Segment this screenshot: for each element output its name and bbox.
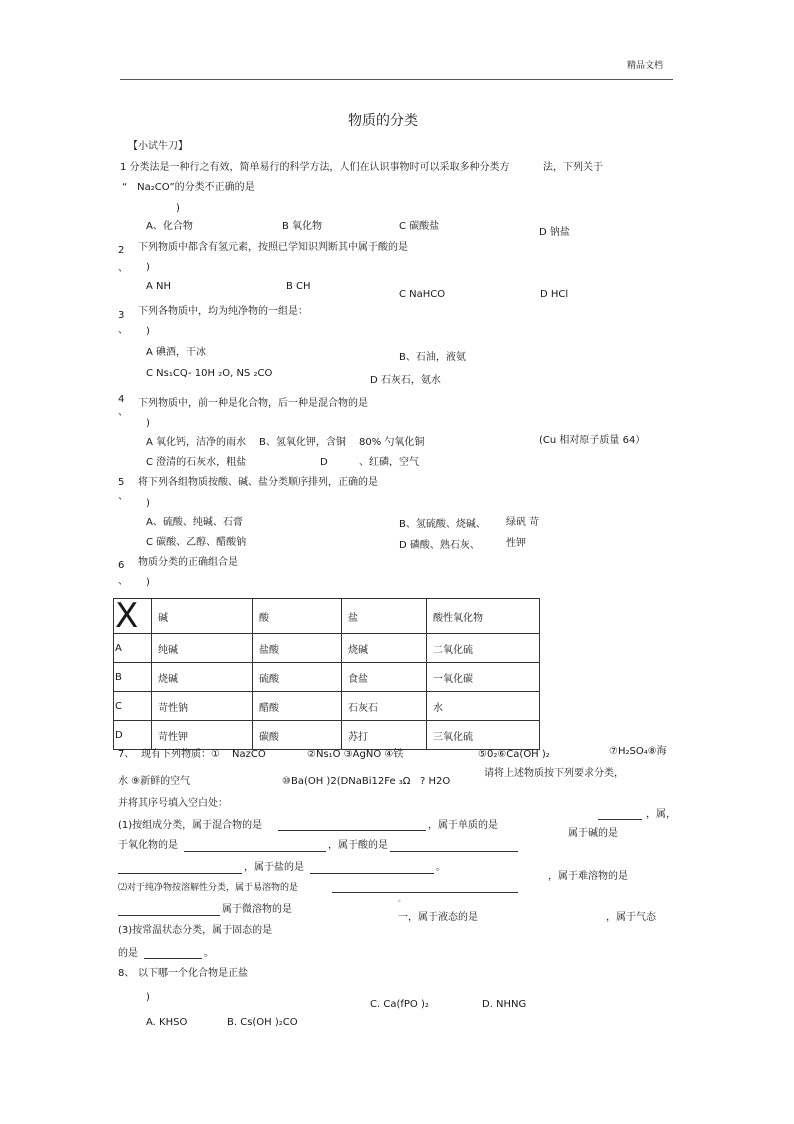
q7-line2-b: ⑩Ba(OH )2(DNaBi12Fe ₃Ω	[282, 776, 411, 787]
q4-note: (Cu 相对原子质量 64）	[539, 435, 646, 446]
row-label: D	[114, 721, 152, 750]
q6-mark: 、	[118, 576, 128, 587]
answer-blank	[144, 958, 202, 959]
answer-blank	[118, 873, 242, 874]
q7-part4-b: ，属于难溶物的是	[548, 871, 628, 882]
answer-blank	[598, 819, 642, 820]
q1-option-d: D 钠盐	[539, 227, 570, 238]
q1-stem-line2: “ Na₂CO”的分类不正确的是	[122, 182, 255, 193]
table-header-row	[114, 599, 540, 634]
q3-option-d: D 石灰石，氨水	[370, 375, 441, 386]
q7-part5-a: 属于微溶物的是	[222, 904, 292, 915]
table-cell: 烧碱	[152, 663, 253, 692]
q5-option-c: C 碳酸、乙醇、醋酸钠	[146, 537, 247, 548]
q4-option-c: C 澄清的石灰水，粗盐	[146, 457, 247, 468]
q7-number: 7、	[118, 749, 135, 760]
table-cell: 纯碱	[152, 634, 253, 663]
table-header-cell: 酸	[253, 599, 342, 634]
q7-part1-d: 属于碱的是	[568, 828, 618, 839]
q8-option-a: A. KHSO	[146, 1017, 188, 1028]
q7-line2-d: 请将上述物质按下列要求分类，	[484, 768, 624, 779]
q2-mark: 、	[118, 263, 128, 274]
q7-line2-c: ? H2O	[420, 776, 451, 787]
table-row	[114, 721, 540, 750]
q7-line2-a: 水 ⑨新鲜的空气	[118, 776, 191, 787]
q5-paren: )	[146, 498, 150, 509]
q8-option-b: B. Cs(OH )₂CO	[227, 1017, 298, 1028]
q4-number: 4	[118, 394, 125, 405]
q7-item-2: ②Ns₁O ③AgNO ④铁	[307, 749, 404, 760]
table-cell: 碳酸	[253, 721, 342, 750]
q7-intro: 现有下列物质：①	[141, 749, 220, 760]
q2-paren: )	[146, 262, 150, 273]
q7-part4-c: 。	[398, 895, 405, 903]
q5-option-b: B、氢硫酸、烧碱、	[399, 519, 486, 530]
q7-part6-a: (3)按常温状态分类，属于固态的是	[118, 925, 273, 936]
table-cell: 石灰石	[342, 692, 427, 721]
header-brand: 精品文档	[627, 61, 664, 71]
q1-option-a: A、化合物	[146, 221, 193, 232]
q3-number: 3	[118, 310, 125, 321]
row-label: C	[114, 692, 152, 721]
q7-part7-b: 。	[204, 948, 214, 959]
q4-option-b-tail: 80% 勺氧化铜	[359, 437, 425, 448]
classification-table	[113, 598, 540, 750]
q4-option-a: A 氧化钙，洁净的雨水	[146, 437, 247, 448]
table-cell: 醋酸	[253, 692, 342, 721]
q7-part1-a: (1)按组成分类，属于混合物的是	[118, 820, 263, 831]
q3-stem: 下列各物质中，均为纯净物的一组是：	[138, 306, 308, 317]
q8-stem: 以下哪一个化合物是正盐	[138, 968, 248, 979]
table-row	[114, 634, 540, 663]
table-row	[114, 663, 540, 692]
q3-paren: )	[146, 326, 150, 337]
q8-paren: )	[146, 992, 150, 1003]
table-corner-x: X	[115, 596, 139, 636]
q3-option-a: A 碘酒，干冰	[146, 347, 207, 358]
q7-part2-b: ，属于酸的是	[328, 840, 388, 851]
q5-number: 5	[118, 477, 125, 488]
section-label: 【小试牛刀】	[128, 141, 188, 152]
q3-mark: 、	[118, 325, 128, 336]
q6-number: 6	[118, 560, 125, 571]
q7-part3-b: 。	[436, 862, 446, 873]
q8-option-c: C. Ca(fPO )₂	[370, 999, 429, 1010]
q7-part5-c: ，属于气态	[606, 912, 656, 923]
table-cell: 烧碱	[342, 634, 427, 663]
table-header-cell: 酸性氧化物	[427, 599, 540, 634]
q5-option-b-tail: 绿矾 苛	[506, 517, 540, 528]
q7-item-4: ⑦H₂SO₄⑧海	[609, 746, 667, 757]
answer-blank	[118, 915, 220, 916]
row-label: B	[114, 663, 152, 692]
table-cell: 水	[427, 692, 540, 721]
answer-blank	[184, 851, 326, 852]
q2-option-d: D HCl	[540, 289, 569, 300]
q1-option-c: C 碳酸盐	[399, 221, 440, 232]
table-cell: 二氧化硫	[427, 634, 540, 663]
q8-option-d: D. NHNG	[482, 999, 527, 1010]
page-title: 物质的分类	[348, 113, 418, 129]
table-cell: 苏打	[342, 721, 427, 750]
row-label: A	[114, 634, 152, 663]
q4-mark: 、	[118, 407, 128, 418]
q5-option-d: D 磷酸、熟石灰、	[399, 540, 480, 551]
answer-blank	[390, 851, 518, 852]
q2-option-a: A NH	[146, 281, 172, 292]
q6-paren: )	[146, 577, 150, 588]
q7-part7-a: 的是	[118, 948, 138, 959]
header-divider	[120, 79, 673, 80]
q1-stem-line1: 1 分类法是一种行之有效，简单易行的科学方法，人们在认识事物时可以采取多种分类方	[120, 162, 510, 173]
table-corner	[114, 596, 152, 636]
q2-option-c: C NaHCO	[399, 289, 446, 300]
table-cell: 硫酸	[253, 663, 342, 692]
q2-number: 2	[118, 245, 125, 256]
q4-option-d: D	[320, 457, 328, 468]
q7-part3-a: ，属于盐的是	[244, 862, 304, 873]
q3-option-b: B、石油，液氨	[399, 352, 466, 363]
table-cell: 一氧化碳	[427, 663, 540, 692]
table-cell: 三氧化硫	[427, 721, 540, 750]
q4-option-b: B、氢氧化钾，含铜	[259, 437, 346, 448]
answer-blank	[310, 873, 434, 874]
q7-part2-a: 于氧化物的是	[118, 840, 178, 851]
q7-part1-b: ，属于单质的是	[428, 820, 498, 831]
q3-option-c: C Ns₁CQ- 10H ₂O, NS ₂CO	[146, 368, 273, 379]
answer-blank	[332, 892, 518, 893]
q7-part1-tail: ，属，	[646, 809, 676, 820]
table-cell: 食盐	[342, 663, 427, 692]
table-cell: 苛性钾	[152, 721, 253, 750]
q4-stem: 下列物质中，前一种是化合物，后一种是混合物的是	[138, 398, 368, 409]
q4-paren: )	[146, 418, 150, 429]
q7-line3: 并将其序号填入空白处：	[118, 798, 228, 809]
q7-item-1: NazCO	[232, 749, 266, 760]
q7-item-3: ⑤0₂⑥Ca(OH )₂	[478, 749, 550, 760]
q5-option-d-tail: 性钾	[506, 538, 526, 549]
table-header-cell: 盐	[342, 599, 427, 634]
q2-stem: 下列物质中都含有氢元素，按照已学知识判断其中属于酸的是	[138, 242, 408, 253]
answer-blank	[278, 830, 426, 831]
q6-stem: 物质分类的正确组合是	[138, 557, 238, 568]
q1-stem-line1-tail: 法，下列关于	[543, 162, 603, 173]
table-cell: 苛性钠	[152, 692, 253, 721]
q5-option-a: A、硫酸、纯碱、石膏	[146, 517, 243, 528]
q7-part4-a: ⑵对于纯净物按溶解性分类，属于易溶物的是	[118, 883, 299, 893]
q8-number: 8、	[118, 968, 135, 979]
q2-option-b: B CH	[286, 281, 311, 292]
table-header-cell: 碱	[152, 599, 253, 634]
q7-part5-b: 一，属于液态的是	[398, 912, 478, 923]
q5-stem: 将下列各组物质按酸、碱、盐分类顺序排列，正确的是	[138, 477, 378, 488]
q5-mark: 、	[118, 491, 128, 502]
table-row	[114, 692, 540, 721]
table-cell: 盐酸	[253, 634, 342, 663]
q1-option-b: B 氧化物	[282, 221, 323, 232]
q1-paren: )	[176, 203, 180, 214]
q4-option-d-tail: 、红磷，空气	[359, 457, 419, 468]
